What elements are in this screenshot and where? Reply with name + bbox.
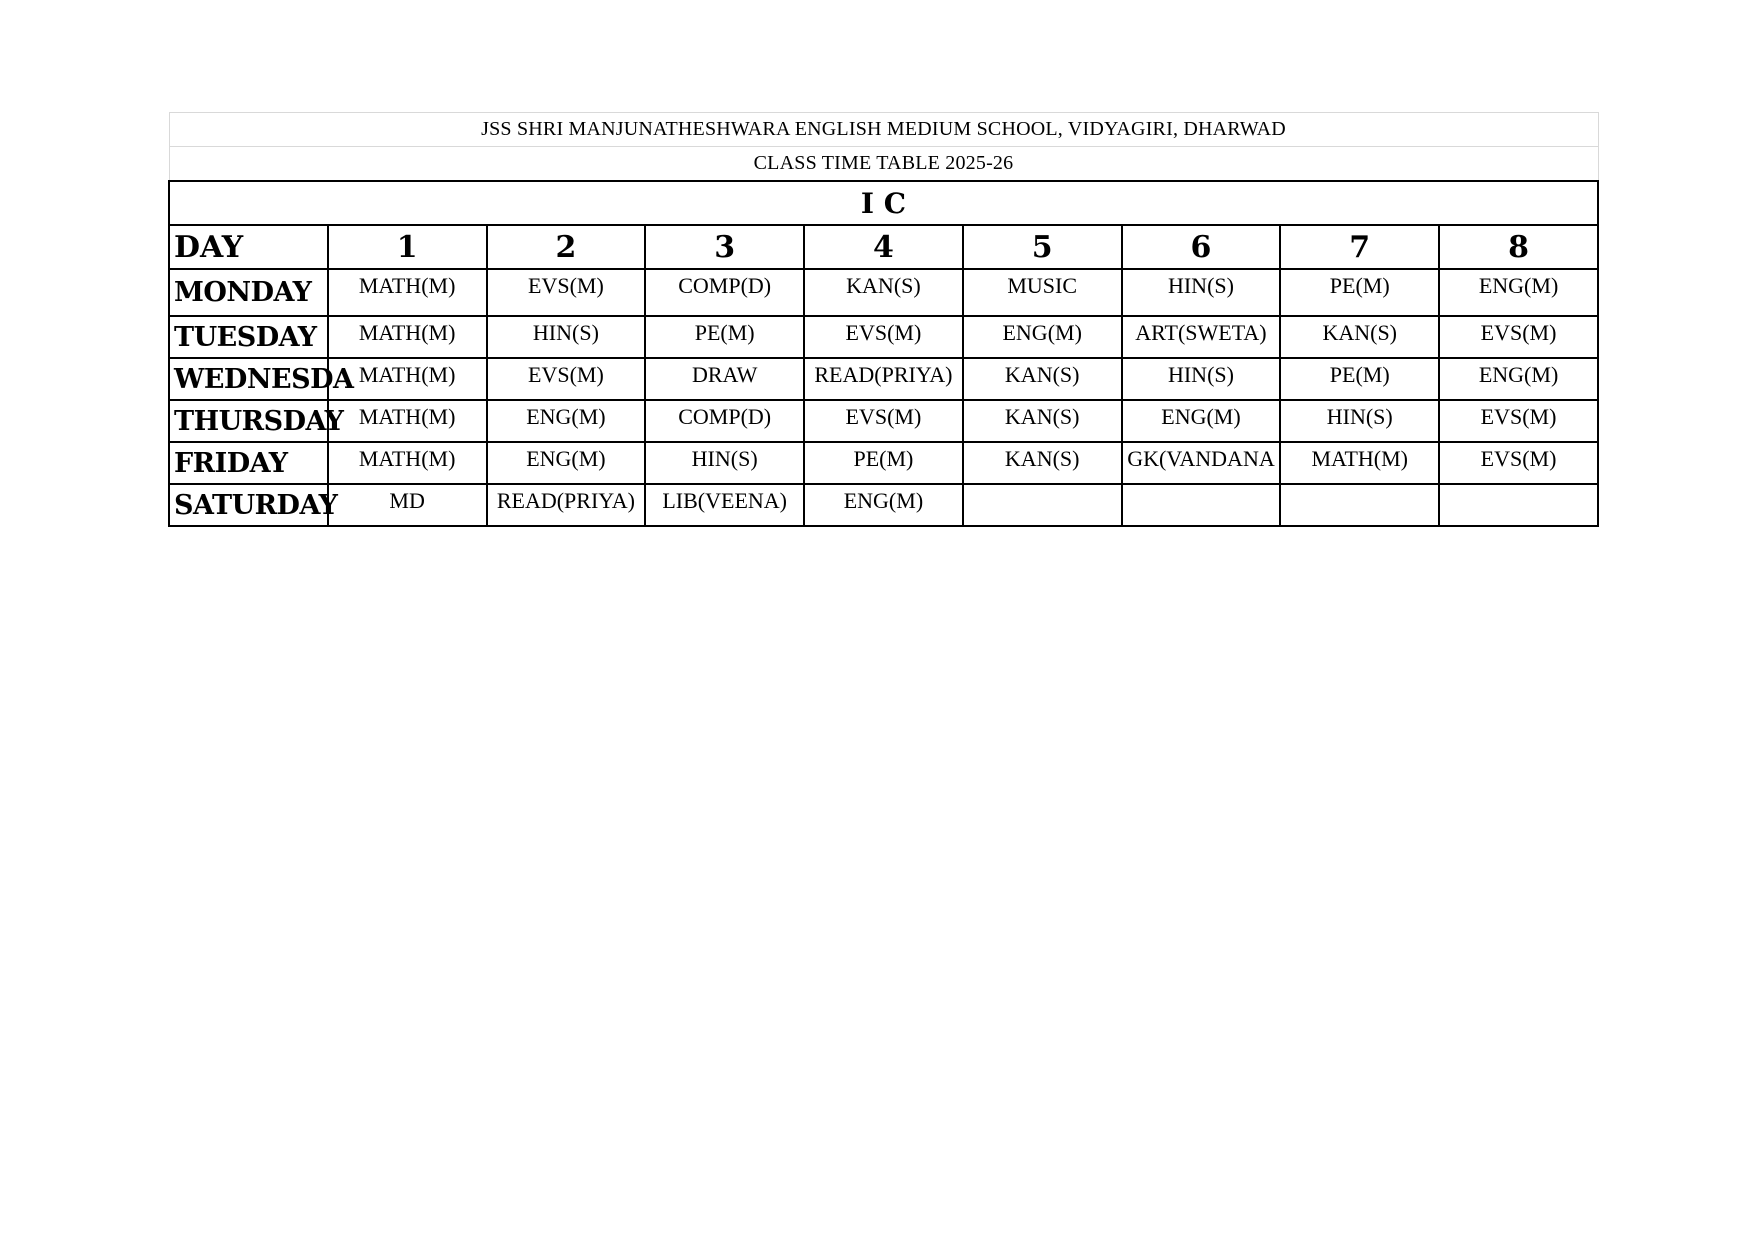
period-cell: MATH(M) [1280,442,1439,484]
period-cell: EVS(M) [1439,442,1598,484]
period-cell: READ(PRIYA) [804,358,963,400]
period-cell [1122,484,1281,526]
school-name-row [169,113,1598,147]
column-header-row [169,225,1598,269]
period-cell [1439,484,1598,526]
period-cell [963,484,1122,526]
period-cell: MD [328,484,487,526]
period-cell: EVS(M) [1439,400,1598,442]
period-cell: KAN(S) [963,358,1122,400]
period-cell: MUSIC [963,269,1122,316]
period-cell: KAN(S) [963,442,1122,484]
period-cell: EVS(M) [804,400,963,442]
period-cell: HIN(S) [1122,358,1281,400]
period-cell: ART(SWETA) [1122,316,1281,358]
period-cell: EVS(M) [1439,316,1598,358]
period-header: 6 [1122,225,1281,269]
period-cell: PE(M) [1280,269,1439,316]
school-name: JSS SHRI MANJUNATHESHWARA ENGLISH MEDIUM SCHOOL, VIDYAGIRI, DHARWAD [169,113,1598,147]
day-label: WEDNESDA [169,358,328,400]
period-cell: GK(VANDANA [1122,442,1281,484]
period-cell: PE(M) [1280,358,1439,400]
period-cell: EVS(M) [804,316,963,358]
period-cell: ENG(M) [1439,269,1598,316]
period-cell: ENG(M) [487,442,646,484]
day-label: THURSDAY [169,400,328,442]
period-cell: ENG(M) [1439,358,1598,400]
timetable-subtitle: CLASS TIME TABLE 2025-26 [169,147,1598,182]
period-cell: ENG(M) [1122,400,1281,442]
period-header: 5 [963,225,1122,269]
period-header: 4 [804,225,963,269]
period-header: 8 [1439,225,1598,269]
period-cell: DRAW [645,358,804,400]
period-cell: KAN(S) [1280,316,1439,358]
class-name: I C [169,181,1598,225]
period-cell: COMP(D) [645,400,804,442]
table-row [169,400,1598,442]
period-cell: EVS(M) [487,358,646,400]
period-cell: MATH(M) [328,442,487,484]
period-cell: ENG(M) [487,400,646,442]
period-cell [1280,484,1439,526]
period-cell: EVS(M) [487,269,646,316]
period-cell: ENG(M) [804,484,963,526]
period-cell: MATH(M) [328,358,487,400]
period-header: 2 [487,225,646,269]
period-header: 1 [328,225,487,269]
class-name-row [169,181,1598,225]
subtitle-row [169,147,1598,182]
period-cell: KAN(S) [963,400,1122,442]
period-cell: KAN(S) [804,269,963,316]
table-row [169,484,1598,526]
table-row [169,442,1598,484]
period-cell: MATH(M) [328,269,487,316]
period-cell: READ(PRIYA) [487,484,646,526]
timetable [168,112,1599,527]
period-cell: COMP(D) [645,269,804,316]
day-label: TUESDAY [169,316,328,358]
timetable-sheet [168,112,1597,527]
period-cell: HIN(S) [1280,400,1439,442]
table-row [169,316,1598,358]
period-cell: HIN(S) [487,316,646,358]
period-cell: MATH(M) [328,316,487,358]
period-cell: LIB(VEENA) [645,484,804,526]
period-cell: PE(M) [645,316,804,358]
period-cell: HIN(S) [645,442,804,484]
day-column-header: DAY [169,225,328,269]
period-cell: ENG(M) [963,316,1122,358]
day-label: FRIDAY [169,442,328,484]
day-label: SATURDAY [169,484,328,526]
table-row [169,358,1598,400]
period-cell: HIN(S) [1122,269,1281,316]
period-cell: PE(M) [804,442,963,484]
table-row [169,269,1598,316]
day-label: MONDAY [169,269,328,316]
period-cell: MATH(M) [328,400,487,442]
period-header: 3 [645,225,804,269]
period-header: 7 [1280,225,1439,269]
